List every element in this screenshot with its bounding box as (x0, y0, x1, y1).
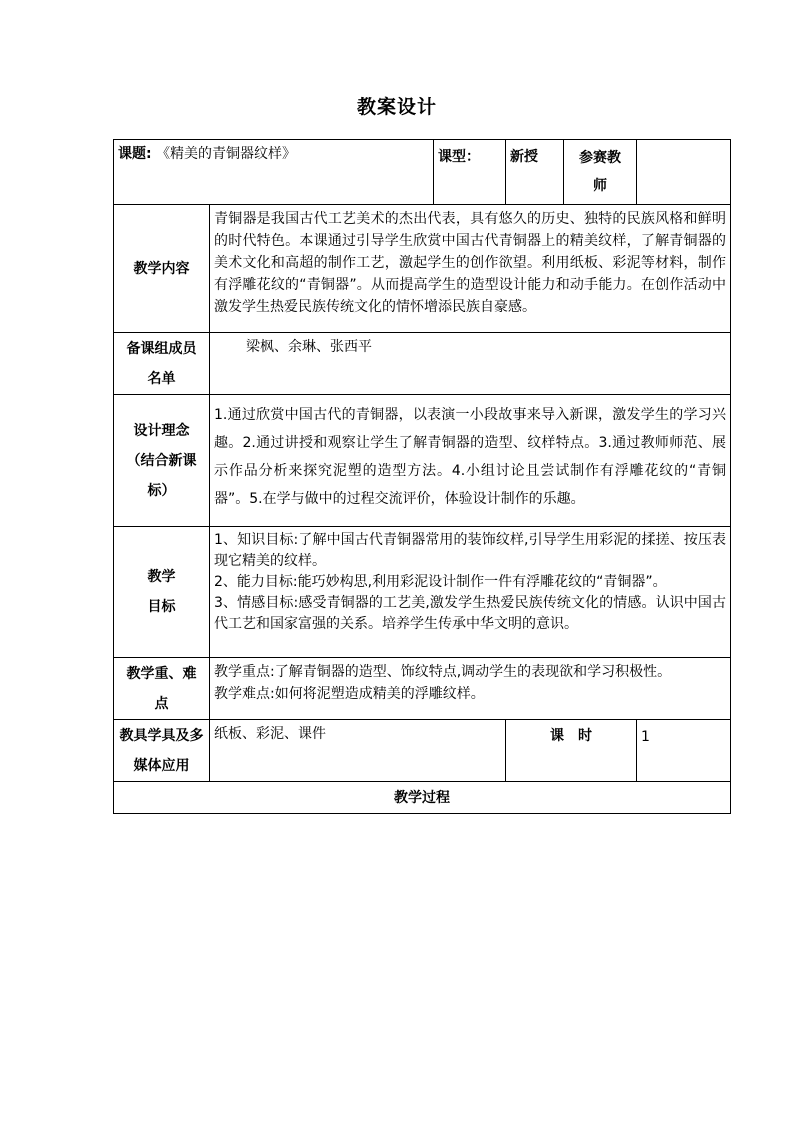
goals-label-line2: 目标 (147, 599, 176, 615)
teacher-value (637, 140, 731, 205)
teacher-label (564, 140, 637, 205)
hours-label-text: 课 时 (550, 728, 592, 744)
content-label: 教学内容 (114, 205, 210, 333)
lesson-type-label-text: 课型： (438, 149, 480, 165)
concept-row (114, 395, 731, 527)
goals-row (114, 527, 731, 658)
materials-text: 纸板、彩泥、课件 (210, 720, 506, 782)
key-difficulty: 教学难点:如何将泥塑造成精美的浮雕纹样。 (214, 686, 485, 702)
lesson-plan-table (113, 139, 731, 814)
goals-label (114, 527, 210, 658)
key-point: 教学重点:了解青铜器的造型、饰纹特点,调动学生的表现欲和学习积极性。 (214, 664, 672, 680)
process-row (114, 782, 731, 814)
topic-label: 课题: (118, 146, 152, 162)
goals-label-line1: 教学 (147, 569, 176, 585)
lesson-type-label (434, 140, 506, 205)
materials-label-text: 教具学具及多媒体应用 (119, 727, 204, 774)
document-title: 教案设计 (356, 96, 437, 118)
goal-knowledge: 1、知识目标:了解中国古代青铜器常用的装饰纹样,引导学生用彩泥的揉搓、按压表现它精美的纹样。 (214, 532, 726, 569)
hours-value: 1 (637, 720, 731, 782)
key-label-text: 教学重、难点 (126, 665, 197, 712)
topic-value: 《精美的青铜器纹样》 (156, 146, 297, 162)
goal-ability: 2、能力目标:能巧妙构思,利用彩泥设计制作一件有浮雕花纹的“青铜器”。 (214, 574, 667, 590)
content-row (114, 205, 731, 333)
key-label (114, 658, 210, 720)
concept-label (114, 395, 210, 527)
members-label (114, 333, 210, 395)
key-row (114, 658, 731, 720)
concept-text: 1.通过欣赏中国古代的青铜器，以表演一小段故事来导入新课，激发学生的学习兴趣。2.通过讲授和观察让学生了解青铜器的造型、纹样特点。3.通过教师师范、展示作品分析来探究泥塑的造型方法。4.小组讨论且尝试制作有浮雕花纹的“青铜器”。5.在学与做中的过程交流评价，体验设计制作的乐趣。 (210, 395, 731, 527)
concept-label-text: 设计理念（结合新课标） (126, 422, 197, 499)
goal-emotion: 3、情感目标:感受青铜器的工艺美,激发学生热爱民族传统文化的情感。认识中国古代工艺和国家富强的关系。培养学生传承中华文明的意识。 (214, 595, 726, 632)
goals-text (210, 527, 731, 658)
lesson-type-value-text: 新授 (510, 149, 538, 165)
process-label: 教学过程 (114, 782, 731, 814)
lesson-type-value (506, 140, 564, 205)
members-names: 梁枫、余琳、张西平 (210, 333, 731, 395)
materials-label (114, 720, 210, 782)
teacher-label-text: 参赛教师 (579, 150, 621, 194)
content-text: 青铜器是我国古代工艺美术的杰出代表，具有悠久的历史、独特的民族风格和鲜明的时代特色。本课通过引导学生欣赏中国古代青铜器上的精美纹样，了解青铜器的美术文化和高超的制作工艺，激起学生的创作欲望。利用纸板、彩泥等材料，制作有浮雕花纹的“青铜器”。从而提高学生的造型设计能力和动手能力。在创作活动中激发学生热爱民族传统文化的情怀增添民族自豪感。 (210, 205, 731, 333)
hours-label (506, 720, 637, 782)
header-row (114, 140, 731, 205)
members-label-text: 备课组成员名单 (126, 340, 197, 387)
key-text (210, 658, 731, 720)
materials-row (114, 720, 731, 782)
topic-cell (114, 140, 434, 205)
members-row (114, 333, 731, 395)
